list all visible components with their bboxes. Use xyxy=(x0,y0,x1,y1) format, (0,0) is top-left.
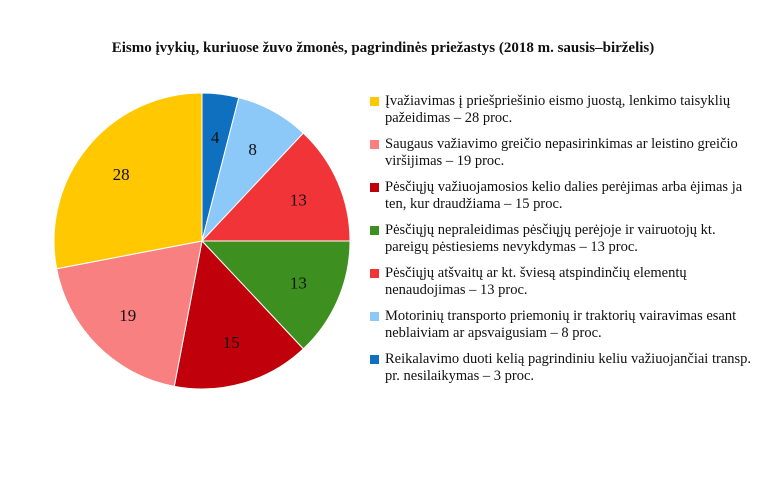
pie-slice-value-label: 15 xyxy=(222,332,240,352)
legend-label: Įvažiavimas į priešpriešinio eismo juostą, lenkimo taisyklių pažeidimas – 28 proc. xyxy=(385,93,731,126)
legend-swatch xyxy=(370,269,379,278)
legend-swatch xyxy=(370,140,379,149)
legend-swatch xyxy=(370,312,379,321)
chart-title: Eismo įvykių, kuriuose žuvo žmonės, pagrindinės priežastys (2018 m. sausis–birželis) xyxy=(111,40,655,56)
pie-slice-value-label: 19 xyxy=(119,306,137,326)
pie-slice-value-label: 13 xyxy=(289,273,307,293)
legend-item xyxy=(370,222,760,257)
legend-swatch xyxy=(370,355,379,364)
legend-item xyxy=(370,308,760,343)
legend-item xyxy=(370,179,760,214)
legend-swatch xyxy=(370,226,379,235)
legend-item xyxy=(370,136,760,171)
pie-slice-value-label: 4 xyxy=(210,127,220,147)
legend-label: Motorinių transporto priemonių ir traktorių vairavimas esant neblaiviam ar apsvaigusiam – 8 proc. xyxy=(385,308,737,341)
legend-label: Reikalavimo duoti kelią pagrindiniu keliu važiuojančiai transp. pr. nesilaikymas – 3 proc. xyxy=(385,351,752,384)
legend-label: Pėsčiųjų nepraleidimas pėsčiųjų perėjoje ir vairuotojų kt. pareigų pėstiesiems nevykdymas – 13 proc. xyxy=(385,222,716,255)
legend-swatch xyxy=(370,183,379,192)
legend-item xyxy=(370,93,760,128)
legend-label: Pėsčiųjų važiuojamosios kelio dalies perėjimas arba ėjimas ja ten, kur draudžiama – 15 proc. xyxy=(385,179,743,212)
pie-slice-value-label: 28 xyxy=(112,165,130,185)
legend-label: Pėsčiųjų atšvaitų ar kt. šviesą atspindinčių elementų nenaudojimas – 13 proc. xyxy=(385,265,687,298)
pie-slices xyxy=(54,93,350,389)
legend-label: Saugaus važiavimo greičio nepasirinkimas ar leistino greičio viršijimas – 19 proc. xyxy=(385,136,738,169)
legend-item xyxy=(370,351,760,386)
pie-slice-value-label: 13 xyxy=(289,190,307,210)
legend xyxy=(370,93,760,394)
legend-swatch xyxy=(370,97,379,106)
pie-slice-value-label: 8 xyxy=(248,139,257,159)
legend-item xyxy=(370,265,760,300)
